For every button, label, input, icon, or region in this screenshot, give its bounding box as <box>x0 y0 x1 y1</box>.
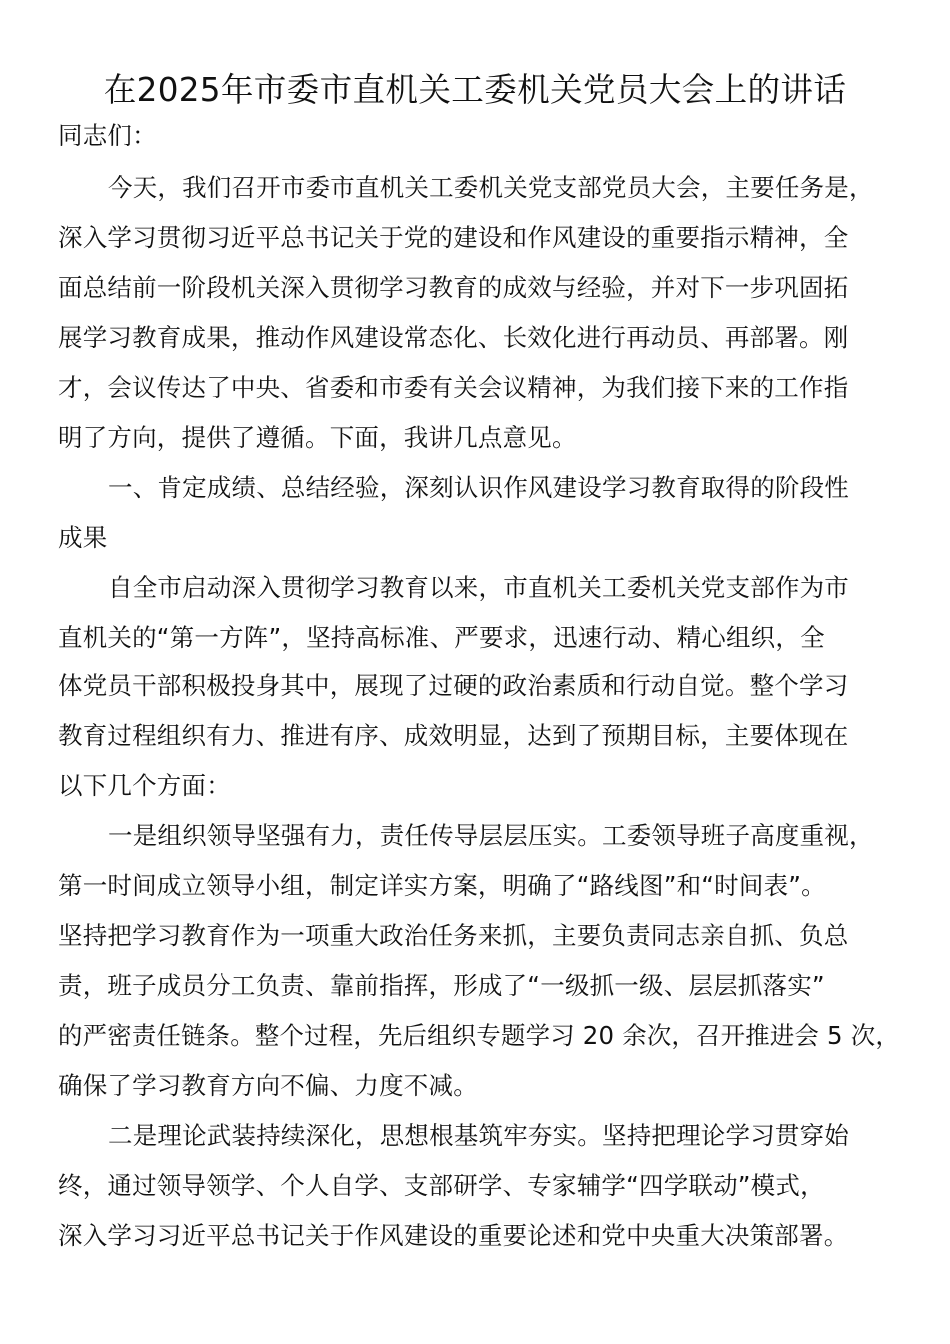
paragraph-line: 责，班子成员分工负责、靠前指挥，形成了“一级抓一级、层层抓落实” <box>58 971 825 1000</box>
paragraph-line: 体党员干部积极投身其中，展现了过硬的政治素质和行动自觉。整个学习 <box>58 671 849 700</box>
section-heading-line: 成果 <box>58 523 108 552</box>
document-title: 在2025年市委市直机关工委机关党员大会上的讲话 <box>103 70 847 109</box>
paragraph-line: 深入学习习近平总书记关于作风建设的重要论述和党中央重大决策部署。 <box>58 1221 849 1250</box>
paragraph-line: 面总结前一阶段机关深入贯彻学习教育的成效与经验，并对下一步巩固拓 <box>58 273 849 302</box>
salutation: 同志们： <box>58 121 157 150</box>
paragraph-line: 直机关的“第一方阵”，坚持高标准、严要求，迅速行动、精心组织，全 <box>58 623 825 652</box>
paragraph-line: 坚持把学习教育作为一项重大政治任务来抓，主要负责同志亲自抓、负总 <box>58 921 849 950</box>
paragraph-line: 教育过程组织有力、推进有序、成效明显，达到了预期目标，主要体现在 <box>58 721 849 750</box>
paragraph-line: 深入学习贯彻习近平总书记关于党的建设和作风建设的重要指示精神，全 <box>58 223 849 252</box>
paragraph-line: 才，会议传达了中央、省委和市委有关会议精神，为我们接下来的工作指 <box>58 373 849 402</box>
section-heading-line: 一、肯定成绩、总结经验，深刻认识作风建设学习教育取得的阶段性 <box>108 473 849 502</box>
paragraph-line: 终，通过领导领学、个人自学、支部研学、专家辅学“四学联动”模式， <box>58 1171 825 1200</box>
paragraph-line: 二是理论武装持续深化，思想根基筑牢夯实。坚持把理论学习贯穿始 <box>108 1121 849 1150</box>
paragraph-line: 以下几个方面： <box>58 771 231 800</box>
paragraph-line: 今天，我们召开市委市直机关工委机关党支部党员大会，主要任务是， <box>108 173 874 202</box>
paragraph-line: 自全市启动深入贯彻学习教育以来，市直机关工委机关党支部作为市 <box>108 573 849 602</box>
paragraph-line: 第一时间成立领导小组，制定详实方案，明确了“路线图”和“时间表”。 <box>58 871 826 900</box>
paragraph-line: 明了方向，提供了遵循。下面，我讲几点意见。 <box>58 423 577 452</box>
paragraph-line: 确保了学习教育方向不偏、力度不减。 <box>58 1071 478 1100</box>
paragraph-line: 的严密责任链条。整个过程，先后组织专题学习 20 余次，召开推进会 5 次， <box>58 1021 900 1050</box>
paragraph-line: 一是组织领导坚强有力，责任传导层层压实。工委领导班子高度重视， <box>108 821 874 850</box>
paragraph-line: 展学习教育成果，推动作风建设常态化、长效化进行再动员、再部署。刚 <box>58 323 849 352</box>
